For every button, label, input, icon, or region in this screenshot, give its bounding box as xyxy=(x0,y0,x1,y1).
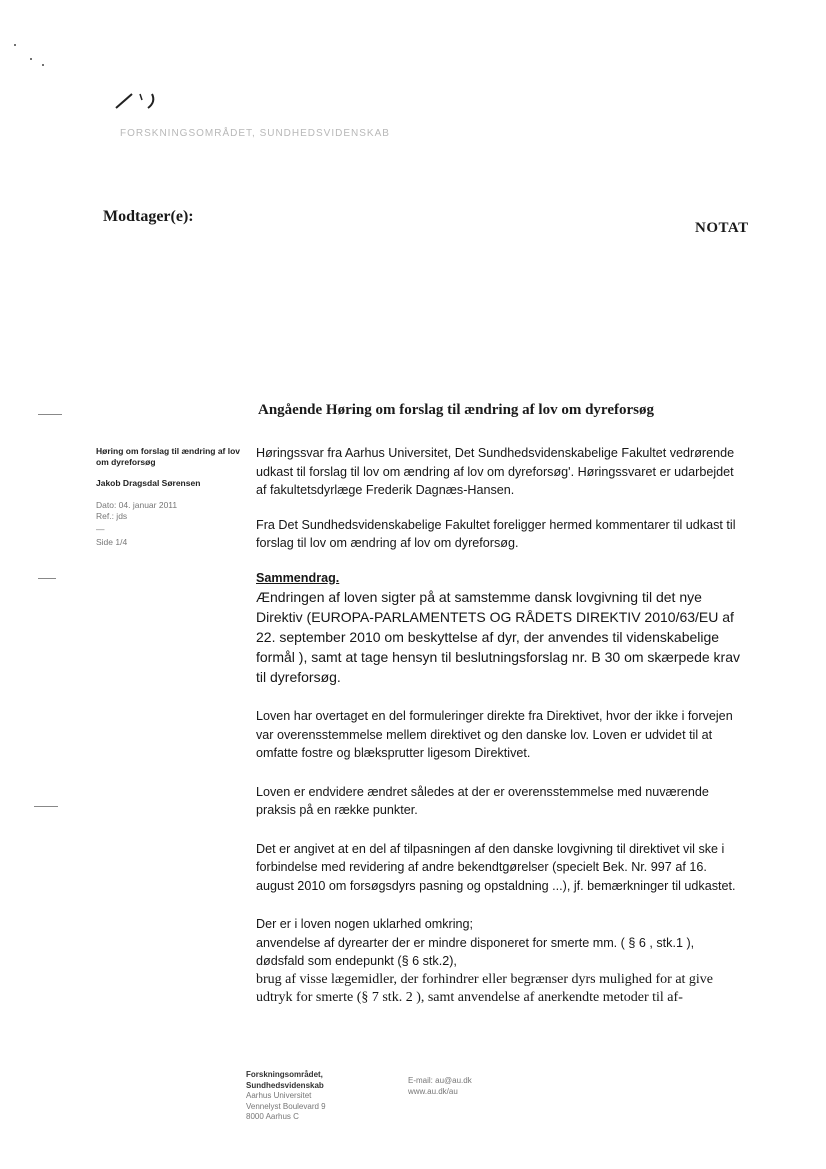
paragraph-6-line: brug af visse lægemidler, der forhindrer eller begrænser dyrs mulighed for at give udtryk for smerte (§ 7 stk. 2 ), samt anvendelse af anerkendte metoder til af- xyxy=(256,971,714,1005)
footer-org-line1: Forskningsområdet, xyxy=(246,1070,323,1079)
sidebar-subject: Høring om forslag til ændring af lov om dyreforsøg xyxy=(96,446,241,467)
footer-street: Vennelyst Boulevard 9 xyxy=(246,1101,326,1111)
paragraph-3: Loven har overtaget en del formuleringer direkte fra Direktivet, hvor der ikke i forvejen var overensstemmelse mellem direktivet og den danske lov. Loven er udvidet til at omfatte fostre og blæksprutter ligesom Direktivet. xyxy=(256,709,733,760)
margin-mark xyxy=(38,578,56,579)
margin-mark xyxy=(34,806,58,807)
sidebar xyxy=(96,446,246,548)
paragraph-6-line: dødsfald som endepunkt (§ 6 stk.2), xyxy=(256,954,457,968)
faded-header-line: FORSKNINGSOMRÅDET, SUNDHEDSVIDENSKAB xyxy=(120,128,390,139)
paragraph-6-line: anvendelse af dyrearter der er mindre disponeret for smerte mm. ( § 6 , stk.1 ), xyxy=(256,935,695,950)
sidebar-author: Jakob Dragsdal Sørensen xyxy=(96,478,201,488)
sidebar-date: Dato: 04. januar 2011 xyxy=(96,500,178,510)
margin-mark xyxy=(38,414,62,415)
paragraph-4: Loven er endvidere ændret således at der er overensstemmelse med nuværende praksis på en række punkter. xyxy=(256,784,709,817)
sidebar-dash: — xyxy=(96,524,105,534)
scan-speck xyxy=(42,64,44,66)
footer-university: Aarhus Universitet xyxy=(246,1091,312,1100)
paragraph-6 xyxy=(256,915,744,1008)
summary-paragraph: Ændringen af loven sigter på at samstemme dansk lovgivning til det nye Direktiv (EUROPA-PARLAMENTETS OG RÅDETS DIREKTIV 2010/63/EU af 22. september 2010 om beskyttelse af dyr, der anvendes til videnskabelige formål ), samt at tage hensyn til beslutningsforslag nr. B 30 om skærpede krav til dyreforsøg. xyxy=(256,589,741,685)
sidebar-ref: Ref.: jds xyxy=(96,511,128,521)
scan-speck xyxy=(30,58,32,60)
recipient-label: Modtager(e): xyxy=(103,208,194,225)
paragraph-2: Fra Det Sundhedsvidenskabelige Fakultet foreligger hermed kommentarer til udkast til forslag til lov om ændring af lov om dyreforsøg. xyxy=(256,517,736,550)
document-body xyxy=(256,444,744,1008)
sidebar-page: Side 1/4 xyxy=(96,537,128,547)
university-logo-mark xyxy=(112,86,172,112)
summary-heading: Sammendrag. xyxy=(256,570,340,585)
footer-web[interactable]: www.au.dk/au xyxy=(408,1086,458,1096)
footer-email[interactable]: E-mail: au@au.dk xyxy=(408,1076,472,1085)
scan-speck xyxy=(14,44,16,46)
paragraph-5: Det er angivet at en del af tilpasningen af den danske lovgivning til direktivet vil ske i forbindelse med revidering af andre bekendtgørelser (specielt Bek. Nr. 997 af 16. august 2010 om forsøgsdyrs pasning og opstaldning ...), jf. bemærkninger til udkastet. xyxy=(256,841,736,893)
footer-org-line2: Sundhedsvidenskab xyxy=(246,1080,324,1090)
footer-address xyxy=(246,1070,386,1123)
intro-paragraph: Høringssvar fra Aarhus Universitet, Det Sundhedsvidenskabelige Fakultet vedrørende udkast til forslag til lov om ændring af lov om dyreforsøg'. Høringssvaret er udarbejdet af fakultetsdyrlæge Frederik Dagnæs-Hansen. xyxy=(256,446,735,497)
document-title: Angående Høring om forslag til ændring af lov om dyreforsøg xyxy=(258,402,654,418)
document-type: NOTAT xyxy=(695,220,749,236)
paragraph-6-line: Der er i loven nogen uklarhed omkring; xyxy=(256,917,474,931)
footer-contact xyxy=(408,1076,548,1097)
footer-city: 8000 Aarhus C xyxy=(246,1112,299,1121)
